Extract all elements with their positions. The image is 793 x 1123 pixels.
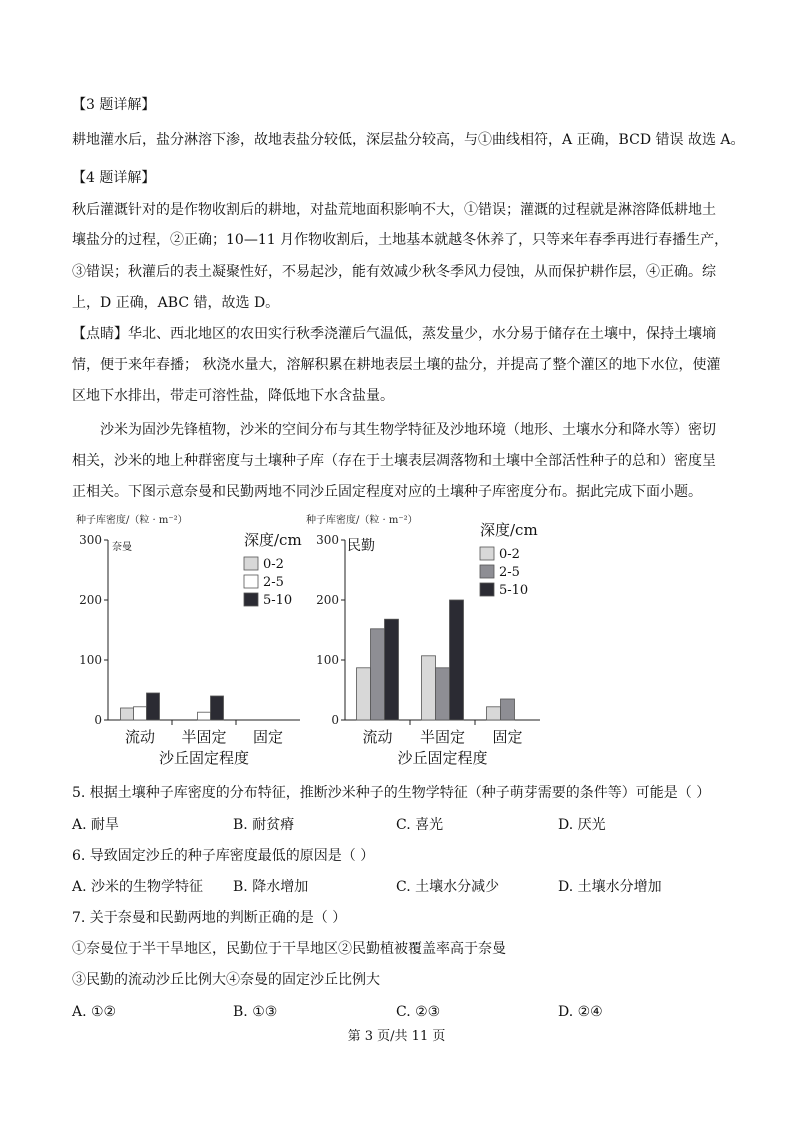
y-tick-label: 200 <box>316 593 339 607</box>
legend-label: 5-10 <box>263 593 293 608</box>
bar <box>121 708 134 720</box>
legend-label: 2-5 <box>499 565 520 580</box>
passage-line: 相关，沙米的地上种群密度与土壤种子库（存在于土壤表层凋落物和土壤中全部活性种子的总和）密度呈 <box>72 453 716 469</box>
legend-swatch <box>480 583 494 596</box>
q4-line: 秋后灌溉针对的是作物收割后的耕地，对盐荒地面积影响不大，①错误；灌溉的过程就是淋溶降低耕地土 <box>72 202 716 218</box>
y-axis-title: 种子库密度/（粒 · m⁻²） <box>306 515 418 526</box>
bar <box>198 712 211 720</box>
page-footer: 第 3 页/共 11 页 <box>347 1029 446 1044</box>
legend-swatch <box>244 593 258 606</box>
bar <box>501 699 515 720</box>
legend-label: 0-2 <box>499 547 520 562</box>
site-label: 民勤 <box>347 538 375 554</box>
bar <box>487 707 501 720</box>
y-tick-label: 300 <box>316 533 339 547</box>
bar <box>147 693 160 720</box>
question-7-stem: 7. 关于奈曼和民勤两地的判断正确的是（ ） <box>72 910 347 926</box>
q7-option-b[interactable]: B. ①③ <box>233 1004 278 1020</box>
category-label: 流动 <box>362 728 393 746</box>
x-axis-title: 沙丘固定程度 <box>397 749 488 767</box>
q4-line: 上，D 正确，ABC 错，故选 D。 <box>72 295 280 311</box>
q5-option-d[interactable]: D. 厌光 <box>558 817 606 833</box>
legend-swatch <box>480 565 494 578</box>
passage-line: 沙米为固沙先锋植物，沙米的空间分布与其生物学特征及沙地环境（地形、土壤水分和降水等）密切 <box>100 422 716 438</box>
y-tick-label: 200 <box>79 593 102 607</box>
site-label: 奈曼 <box>112 542 132 553</box>
legend-title: 深度/cm <box>244 531 302 549</box>
question-5-stem: 5. 根据土壤种子库密度的分布特征，推断沙米种子的生物学特征（种子萌芽需要的条件等）可能是（ ） <box>72 785 711 801</box>
q3-explanation: 耕地灌水后，盐分淋溶下渗，故地表盐分较低，深层盐分较高，与①曲线相符，A 正确，BCD 错误 故选 A。 <box>72 132 745 148</box>
q4-line: 壤盐分的过程，②正确；10—11 月作物收割后，土地基本就越冬休养了，只等来年春季再进行春播生产， <box>72 232 729 248</box>
q7-statement: ③民勤的流动沙丘比例大④奈曼的固定沙丘比例大 <box>72 972 380 988</box>
q7-statement: ①奈曼位于半干旱地区，民勤位于干旱地区②民勤植被覆盖率高于奈曼 <box>72 941 506 957</box>
q7-option-a[interactable]: A. ①② <box>72 1004 117 1020</box>
legend-swatch <box>480 547 494 560</box>
q5-option-c[interactable]: C. 喜光 <box>396 817 444 833</box>
y-tick-label: 100 <box>316 653 339 667</box>
question-6-stem: 6. 导致固定沙丘的种子库密度最低的原因是（ ） <box>72 848 375 864</box>
legend-label: 0-2 <box>263 557 284 572</box>
q6-option-d[interactable]: D. 土壤水分增加 <box>558 879 662 895</box>
seed-bank-charts <box>0 505 793 775</box>
tip-line: 区地下水排出，带走可溶性盐，降低地下水含盐量。 <box>72 388 394 404</box>
tip-line: 【点睛】华北、西北地区的农田实行秋季浇灌后气温低，蒸发量少，水分易于储存在土壤中，保持土壤墒 <box>72 326 716 342</box>
bar <box>422 656 436 720</box>
bar <box>385 619 399 720</box>
bar <box>450 600 464 720</box>
passage-line: 正相关。下图示意奈曼和民勤两地不同沙丘固定程度对应的土壤种子库密度分布。据此完成下面小题。 <box>72 484 702 500</box>
y-tick-label: 0 <box>94 713 102 727</box>
q5-option-a[interactable]: A. 耐旱 <box>72 817 120 833</box>
y-tick-label: 300 <box>79 533 102 547</box>
bar <box>357 668 371 720</box>
q4-line: ③错误；秋灌后的表土凝聚性好，不易起沙，能有效减少秋冬季风力侵蚀，从而保护耕作层，④正确。综 <box>72 264 716 280</box>
legend-label: 2-5 <box>263 575 284 590</box>
legend-title: 深度/cm <box>480 521 538 539</box>
q6-option-c[interactable]: C. 土壤水分减少 <box>396 879 500 895</box>
y-tick-label: 100 <box>79 653 102 667</box>
y-tick-label: 0 <box>331 713 339 727</box>
bar <box>371 629 385 720</box>
q6-option-b[interactable]: B. 降水增加 <box>233 879 309 895</box>
legend-label: 5-10 <box>499 583 529 598</box>
legend-swatch <box>244 575 258 588</box>
legend-swatch <box>244 557 258 570</box>
category-label: 固定 <box>252 728 284 746</box>
y-axis-title: 种子库密度/（粒 · m⁻²） <box>76 515 188 526</box>
category-label: 半固定 <box>181 728 227 746</box>
x-axis-title: 沙丘固定程度 <box>158 749 250 767</box>
q3-heading: 【3 题详解】 <box>72 97 156 113</box>
category-label: 流动 <box>124 728 156 746</box>
q7-option-c[interactable]: C. ②③ <box>396 1004 441 1020</box>
tip-line: 情，便于来年春播； 秋浇水量大，溶解积累在耕地表层土壤的盐分，并提高了整个灌区的地下水位，使灌 <box>72 357 721 373</box>
category-label: 固定 <box>492 728 523 746</box>
q6-option-a[interactable]: A. 沙米的生物学特征 <box>72 879 204 895</box>
bar <box>211 696 224 720</box>
q4-heading: 【4 题详解】 <box>72 170 156 186</box>
q5-option-b[interactable]: B. 耐贫瘠 <box>233 817 295 833</box>
bar <box>134 707 147 720</box>
q7-option-d[interactable]: D. ②④ <box>558 1004 603 1020</box>
bar <box>436 668 450 720</box>
category-label: 半固定 <box>419 728 466 746</box>
